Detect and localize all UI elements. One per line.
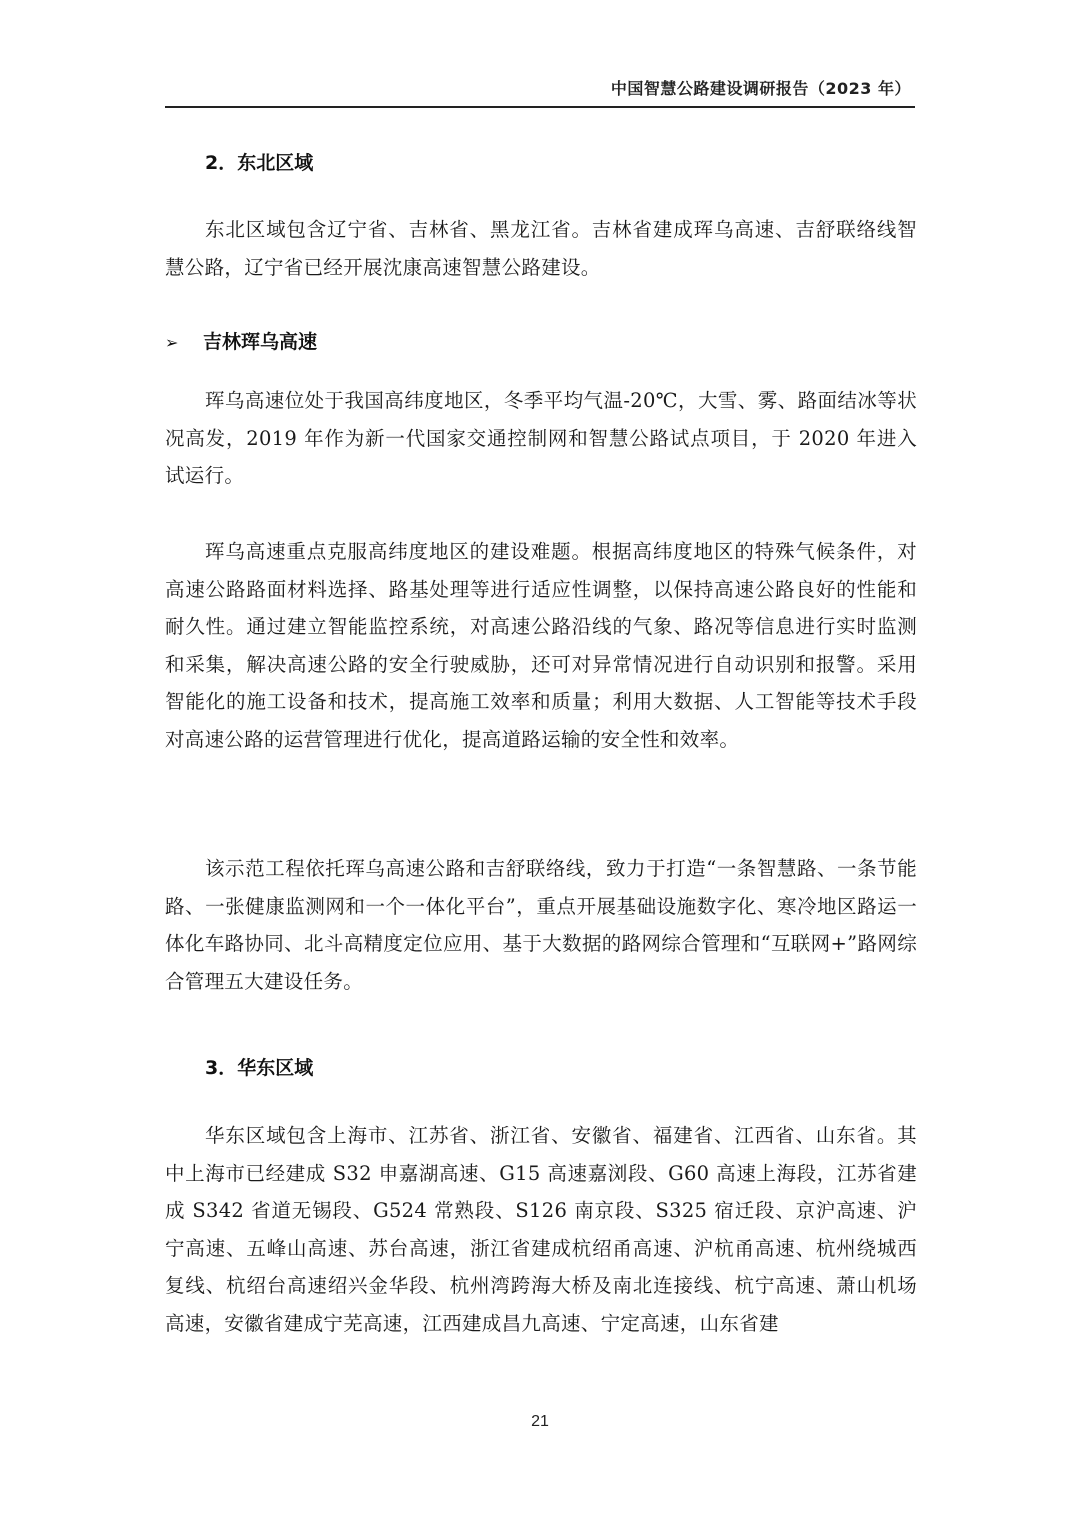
- subsection-title: 吉林珲乌高速: [203, 331, 318, 353]
- section-number: 2．: [205, 152, 238, 174]
- arrow-bullet-icon: ➢: [165, 333, 179, 352]
- section-title: 华东区域: [237, 1057, 314, 1079]
- paragraph-jilin-3: 该示范工程依托珲乌高速公路和吉舒联络线，致力于打造“一条智慧路、一条节能路、一张健康监测网和一个一体化平台”，重点开展基础设施数字化、寒冷地区路运一体化车路协同、北斗高精度定位应用、基于大数据的路网综合管理和“互联网+”路网综合管理五大建设任务。: [165, 857, 917, 993]
- page-header: [165, 76, 915, 108]
- paragraph-jilin-2: 珲乌高速重点克服高纬度地区的建设难题。根据高纬度地区的特殊气候条件，对高速公路路面材料选择、路基处理等进行适应性调整，以保持高速公路良好的性能和耐久性。通过建立智能监控系统，对高速公路沿线的气象、路况等信息进行实时监测和采集，解决高速公路的安全行驶威胁，还可对异常情况进行自动识别和报警。采用智能化的施工设备和技术，提高施工效率和质量；利用大数据、人工智能等技术手段对高速公路的运营管理进行优化，提高道路运输的安全性和效率。: [165, 540, 917, 751]
- section-heading-northeast: [165, 148, 313, 175]
- section-heading-east: [165, 1053, 313, 1080]
- paragraph-east-intro: 华东区域包含上海市、江苏省、浙江省、安徽省、福建省、江西省、山东省。其中上海市已经建成 S32 申嘉湖高速、G15 高速嘉浏段、G60 高速上海段，江苏省建成 S342 省道无锡段、G524 常熟段、S126 南京段、S325 宿迁段、京沪高速、沪宁高速、五峰山高速、苏台高速，浙江省建成杭绍甬高速、沪杭甬高速、杭州绕城西复线、杭绍台高速绍兴金华段、杭州湾跨海大桥及南北连接线、杭宁高速、萧山机场高速，安徽省建成宁芜高速，江西建成昌九高速、宁定高速，山东省建: [165, 1124, 917, 1335]
- paragraph-northeast-intro: 东北区域包含辽宁省、吉林省、黑龙江省。吉林省建成珲乌高速、吉舒联络线智慧公路，辽宁省已经开展沈康高速智慧公路建设。: [165, 218, 917, 279]
- paragraph-jilin-1: 珲乌高速位处于我国高纬度地区，冬季平均气温-20℃，大雪、雾、路面结冰等状况高发，2019 年作为新一代国家交通控制网和智慧公路试点项目，于 2020 年进入试运行。: [165, 389, 917, 487]
- subsection-heading-jilin: [165, 327, 317, 354]
- report-title: 中国智慧公路建设调研报告（2023 年）: [610, 79, 911, 98]
- page-number: 21: [531, 1413, 549, 1430]
- section-title: 东北区域: [237, 152, 314, 174]
- section-number: 3．: [205, 1057, 238, 1079]
